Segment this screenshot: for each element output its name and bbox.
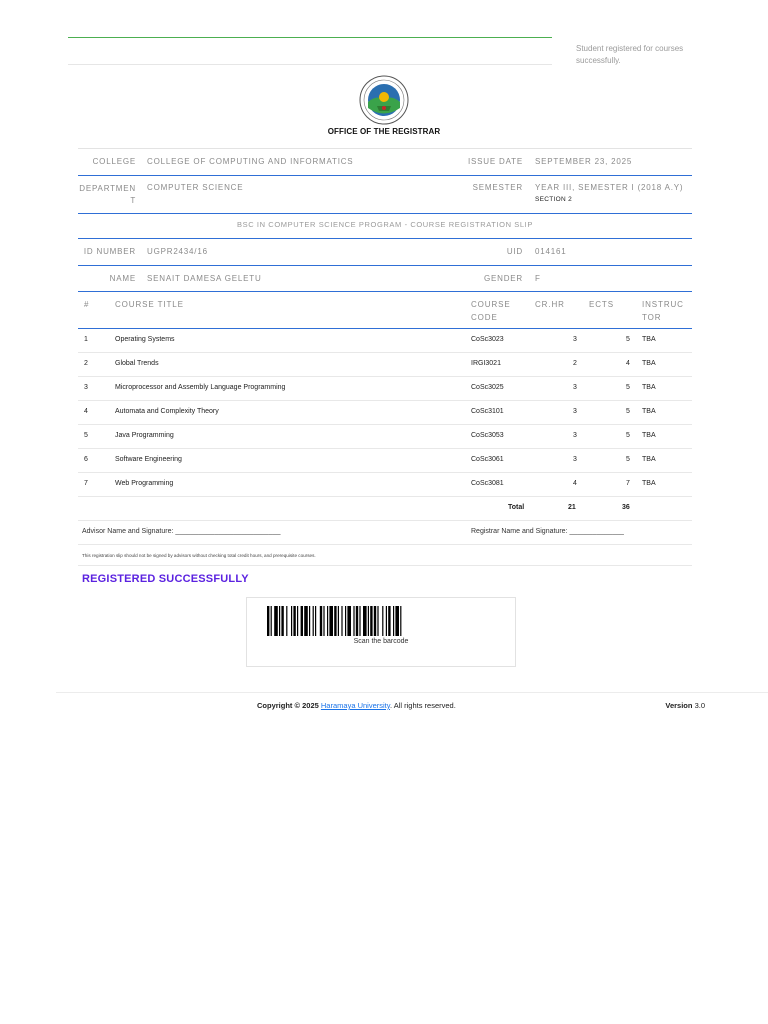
name-row [78, 265, 692, 291]
row-cr-hr: 3 [573, 432, 577, 439]
table-row [78, 329, 692, 353]
col-ects: ECTS [589, 300, 614, 309]
semester-value: YEAR III, SEMESTER I (2018 A.Y) [535, 183, 684, 192]
version-label: Version [665, 701, 693, 710]
row-course-code: CoSc3061 [471, 456, 504, 463]
version [665, 701, 705, 710]
table-row [78, 401, 692, 425]
id-row [78, 238, 692, 265]
college-label: COLLEGE [92, 157, 136, 166]
row-ects: 5 [626, 384, 630, 391]
office-title: OFFICE OF THE REGISTRAR [327, 127, 441, 136]
row-cr-hr: 3 [573, 456, 577, 463]
status-message: REGISTERED SUCCESSFULLY [82, 573, 249, 585]
university-seal-icon [359, 75, 409, 125]
program-banner: BSC IN COMPUTER SCIENCE PROGRAM - COURSE REGISTRATION SLIP [78, 213, 692, 238]
row-number: 3 [84, 384, 88, 391]
row-instructor: TBA [642, 384, 656, 391]
issue-date-value: SEPTEMBER 23, 2025 [535, 157, 633, 166]
registrar-signature: Registrar Name and Signature: ______________ [471, 528, 624, 535]
total-ects: 36 [622, 504, 630, 511]
row-cr-hr: 3 [573, 408, 577, 415]
copyright [257, 701, 456, 710]
row-ects: 7 [626, 480, 630, 487]
version-value: 3.0 [694, 701, 705, 710]
table-row [78, 353, 692, 377]
total-cr-hr: 21 [568, 504, 576, 511]
col-course-code: COURSE CODE [471, 300, 511, 322]
row-instructor: TBA [642, 456, 656, 463]
row-course-title: Software Engineering [115, 456, 182, 463]
row-ects: 5 [626, 408, 630, 415]
uid-value: 014161 [535, 247, 567, 256]
signature-row [78, 521, 692, 545]
row-number: 4 [84, 408, 88, 415]
total-label: Total [508, 504, 525, 511]
university-link[interactable]: Haramaya University [320, 701, 390, 710]
divider [68, 64, 552, 65]
row-number: 5 [84, 432, 88, 439]
uid-label: UID [506, 247, 523, 256]
copyright-prefix: Copyright © 2025 [257, 701, 319, 710]
department-value: COMPUTER SCIENCE [147, 183, 244, 192]
row-cr-hr: 2 [573, 360, 577, 367]
college-row [78, 148, 692, 175]
semester-label: SEMESTER [472, 183, 523, 192]
name-value: SENAIT DAMESA GELETU [147, 274, 262, 283]
row-ects: 5 [626, 456, 630, 463]
row-course-title: Java Programming [115, 432, 174, 439]
college-value: COLLEGE OF COMPUTING AND INFORMATICS [147, 157, 354, 166]
row-course-code: CoSc3023 [471, 336, 504, 343]
id-value: UGPR2434/16 [147, 247, 208, 256]
progress-line [68, 37, 552, 38]
row-course-title: Web Programming [115, 480, 174, 487]
row-instructor: TBA [642, 336, 656, 343]
id-label: ID NUMBER [83, 247, 136, 256]
row-course-title: Microprocessor and Assembly Language Programming [115, 384, 286, 391]
barcode-icon [267, 606, 495, 636]
department-row [78, 175, 692, 213]
section-value: SECTION 2 [535, 196, 573, 203]
barcode-caption: Scan the barcode [353, 638, 409, 645]
issue-date-label: ISSUE DATE [468, 157, 523, 166]
row-ects: 5 [626, 336, 630, 343]
name-label: NAME [109, 274, 136, 283]
table-row [78, 473, 692, 497]
footer-divider [56, 692, 768, 693]
row-instructor: TBA [642, 480, 656, 487]
row-ects: 4 [626, 360, 630, 367]
row-ects: 5 [626, 432, 630, 439]
success-toast: Student registered for courses successfully. [576, 44, 684, 65]
department-label: DEPARTMENT [79, 184, 136, 205]
row-number: 1 [84, 336, 88, 343]
table-row [78, 425, 692, 449]
row-course-title: Operating Systems [115, 336, 175, 343]
row-course-code: CoSc3053 [471, 432, 504, 439]
barcode-panel [246, 597, 516, 667]
gender-label: GENDER [483, 274, 523, 283]
row-number: 7 [84, 480, 88, 487]
row-course-code: CoSc3081 [471, 480, 504, 487]
row-course-title: Automata and Complexity Theory [115, 408, 219, 415]
col-cr-hr: CR.HR [535, 300, 565, 309]
registration-slip [78, 148, 692, 566]
row-course-code: IRGI3021 [471, 360, 501, 367]
row-cr-hr: 3 [573, 336, 577, 343]
note-text: This registration slip should not be signed by advisors without checking total credit hours, and prerequisite courses. [82, 553, 316, 558]
row-course-code: CoSc3101 [471, 408, 504, 415]
row-course-code: CoSc3025 [471, 384, 504, 391]
course-table-header [78, 291, 692, 329]
row-instructor: TBA [642, 408, 656, 415]
col-instructor: INSTRUCTOR [642, 300, 684, 322]
table-row [78, 449, 692, 473]
row-instructor: TBA [642, 360, 656, 367]
slip-note [78, 545, 692, 566]
row-course-title: Global Trends [115, 360, 159, 367]
row-cr-hr: 4 [573, 480, 577, 487]
total-row [78, 497, 692, 521]
row-cr-hr: 3 [573, 384, 577, 391]
row-number: 2 [84, 360, 88, 367]
row-instructor: TBA [642, 432, 656, 439]
table-row [78, 377, 692, 401]
rights-text: . All rights reserved. [389, 701, 456, 710]
col-course-title: COURSE TITLE [115, 300, 184, 309]
row-number: 6 [84, 456, 88, 463]
col-number: # [84, 300, 90, 309]
gender-value: F [535, 274, 541, 283]
advisor-signature: Advisor Name and Signature: ___________________________ [82, 528, 281, 535]
course-rows [78, 329, 692, 497]
